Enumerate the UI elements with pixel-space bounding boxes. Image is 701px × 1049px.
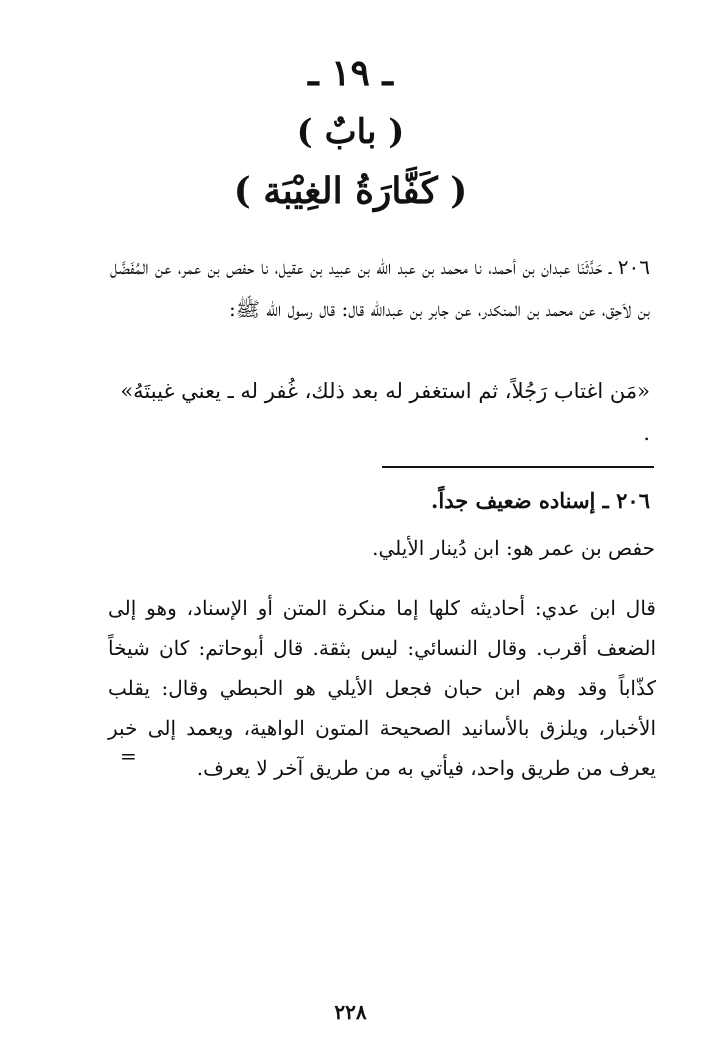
footnote-narrator-line: حفص بن عمر هو: ابن دُينار الأيلي. — [372, 536, 655, 560]
footnote-paragraph: قال ابن عدي: أحاديثه كلها إما منكرة المتن أو الإسناد، وهو إلى الضعف أقرب. وقال النسائي: ليس بثقة. قال أبوحاتم: كان شيخاً كذّاباً وقد وهم ابن حبان فجعل الأيلي هو الحبطي وقال: يقلب الأخبار، ويلزق بالأسانيد الصحيحة المتون الواهية، ويعمد إلى خبر يعرف من طريق واحد، فيأتي به من طريق آخر لا يعرف. — [108, 596, 656, 780]
page-number: ٢٢٨ — [334, 1000, 367, 1024]
hadith-isnad: ٢٠٦ ـ حَدَّثَنَا عبدان بن أحمد، نا محمد بن عبد الله بن عبيد بن عقيل، نا حفص بن عمر، عن المُفَضَّل بن لاَحِق، عن محمد بن المنكدر، عن جابر بن عبدالله قال: قال رسول الله ﷺ: — [110, 255, 650, 321]
chapter-number: ـ ١٩ ـ — [308, 52, 393, 94]
hadith-matn: «مَن اغتاب رَجُلاً، ثم استغفر له بعد ذلك، غُفر له ـ يعني غيبتَهُ» . — [120, 379, 650, 445]
bab-title: ( كَفَّارَةُ الغِيْبَة ) — [233, 170, 468, 212]
continuation-mark: = — [120, 744, 137, 768]
bab-heading: ( بابٌ ) — [296, 112, 405, 152]
footnote-divider — [382, 466, 654, 468]
footnote-heading: ٢٠٦ ـ إسناده ضعيف جداً. — [431, 488, 650, 513]
